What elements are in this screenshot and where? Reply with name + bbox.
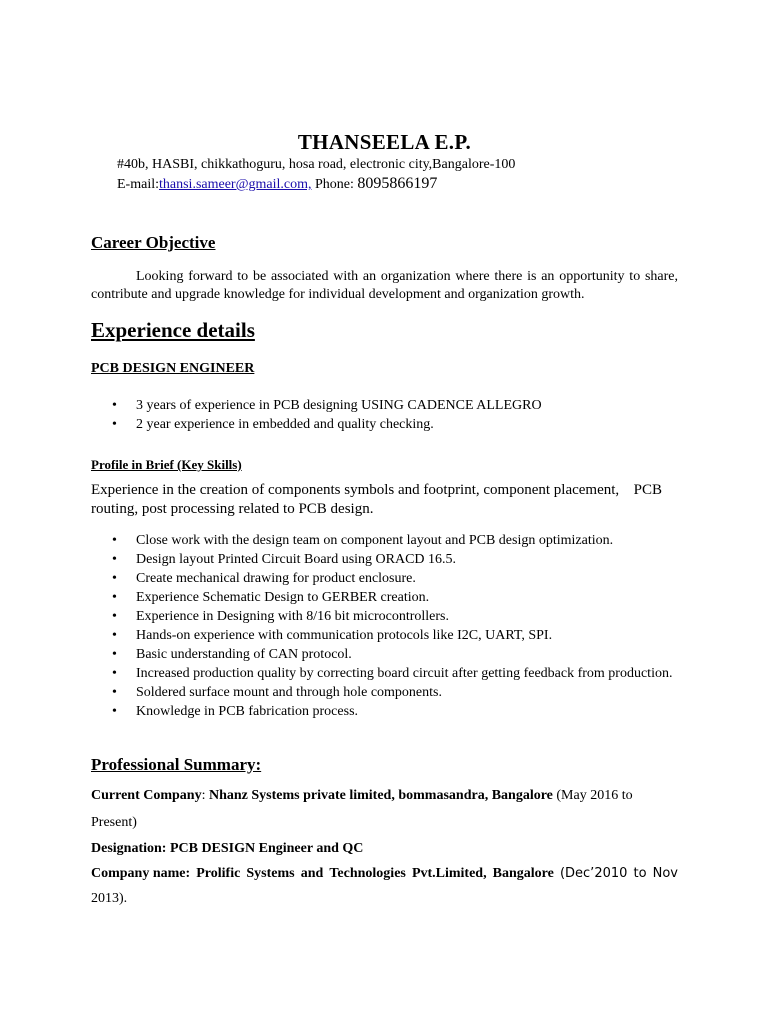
email-label: E-mail: (117, 177, 159, 192)
company-name-word: and (300, 866, 324, 881)
list-item-text: Experience in Designing with 8/16 bit microcontrollers. (136, 609, 449, 624)
company-period-word: to (633, 866, 647, 881)
experience-heading: Experience details (91, 318, 255, 342)
current-company-period-end: Present) (91, 815, 137, 830)
list-item (91, 396, 678, 415)
company-name-word: Systems (246, 866, 295, 881)
bullet-icon: • (112, 590, 117, 605)
phone-label: Phone: (311, 177, 358, 192)
current-company-line (91, 788, 678, 804)
email-link[interactable]: thansi.sameer@gmail.com, (159, 177, 312, 192)
list-item-text: 2 year experience in embedded and quality checking. (136, 417, 434, 432)
list-item-text: 3 years of experience in PCB designing USING CADENCE ALLEGRO (136, 398, 542, 413)
list-item-text: Basic understanding of CAN protocol. (136, 647, 352, 662)
professional-summary-heading: Professional Summary: (91, 755, 262, 774)
list-item (91, 531, 678, 550)
current-company-sep: : (201, 788, 209, 803)
list-item (91, 569, 678, 588)
company-name-word: Technologies (329, 866, 406, 881)
company-name-word: Prolific (196, 866, 241, 881)
bullet-icon: • (112, 417, 117, 432)
bullet-icon: • (112, 398, 117, 413)
list-item (91, 702, 678, 721)
bullet-icon: • (112, 552, 117, 567)
designation-line: Designation: PCB DESIGN Engineer and QC (91, 841, 364, 856)
company-period-word: (Dec’2010 (559, 866, 628, 881)
bullet-icon: • (112, 704, 117, 719)
list-item (91, 588, 678, 607)
list-item-text: Knowledge in PCB fabrication process. (136, 704, 359, 719)
experience-list (91, 396, 678, 434)
bullet-icon: • (112, 647, 117, 662)
bullet-icon: • (112, 666, 117, 681)
list-item (91, 683, 678, 702)
company-label: Company name: (91, 866, 191, 881)
profile-intro-line2: routing, post processing related to PCB design. (91, 501, 374, 517)
list-item (91, 550, 678, 569)
bullet-icon: • (112, 533, 117, 548)
list-item-text: Create mechanical drawing for product enclosure. (136, 571, 416, 586)
list-item-text: Soldered surface mount and through hole components. (136, 685, 442, 700)
list-item (91, 607, 678, 626)
list-item-text: Close work with the design team on component layout and PCB design optimization. (136, 533, 614, 548)
role-title: PCB DESIGN ENGINEER (91, 361, 255, 376)
list-item (91, 415, 678, 434)
skills-list (91, 531, 678, 721)
list-item (91, 664, 678, 683)
profile-intro (91, 481, 678, 519)
list-item-text: Experience Schematic Design to GERBER creation. (136, 590, 430, 605)
company-period-word: Nov (652, 866, 678, 881)
profile-intro-line1: Experience in the creation of components symbols and footprint, component placement, (91, 482, 620, 498)
bullet-icon: • (112, 685, 117, 700)
company-name-word: Bangalore (492, 866, 554, 881)
candidate-name: THANSEELA E.P. (297, 130, 472, 154)
list-item-text: Design layout Printed Circuit Board using ORACD 16.5. (136, 552, 457, 567)
current-company-label: Current Company (91, 788, 202, 803)
career-objective-text: Looking forward to be associated with an organization where there is an opportunity to share, contribute and upgrade knowledge for individual development and organization growth. (91, 269, 678, 302)
previous-company-period-end: 2013). (91, 891, 128, 906)
bullet-icon: • (112, 609, 117, 624)
profile-intro-pcb: PCB (633, 482, 662, 498)
bullet-icon: • (112, 628, 117, 643)
career-objective-heading: Career Objective (91, 233, 216, 252)
current-company-period: (May 2016 to (552, 788, 633, 803)
company-name-word: Pvt.Limited, (411, 866, 487, 881)
phone-number: 8095866197 (357, 175, 438, 192)
profile-heading: Profile in Brief (Key Skills) (91, 457, 242, 472)
contact-line (117, 175, 437, 193)
previous-company-line (91, 866, 678, 882)
list-item-text: Increased production quality by correcting board circuit after getting feedback from production. (136, 666, 673, 681)
list-item (91, 645, 678, 664)
list-item-text: Hands-on experience with communication protocols like I2C, UART, SPI. (136, 628, 553, 643)
list-item (91, 626, 678, 645)
bullet-icon: • (112, 571, 117, 586)
address: #40b, HASBI, chikkathoguru, hosa road, electronic city,Bangalore-100 (117, 157, 516, 172)
current-company-name: Nhanz Systems private limited, bommasandra, Bangalore (208, 788, 553, 803)
